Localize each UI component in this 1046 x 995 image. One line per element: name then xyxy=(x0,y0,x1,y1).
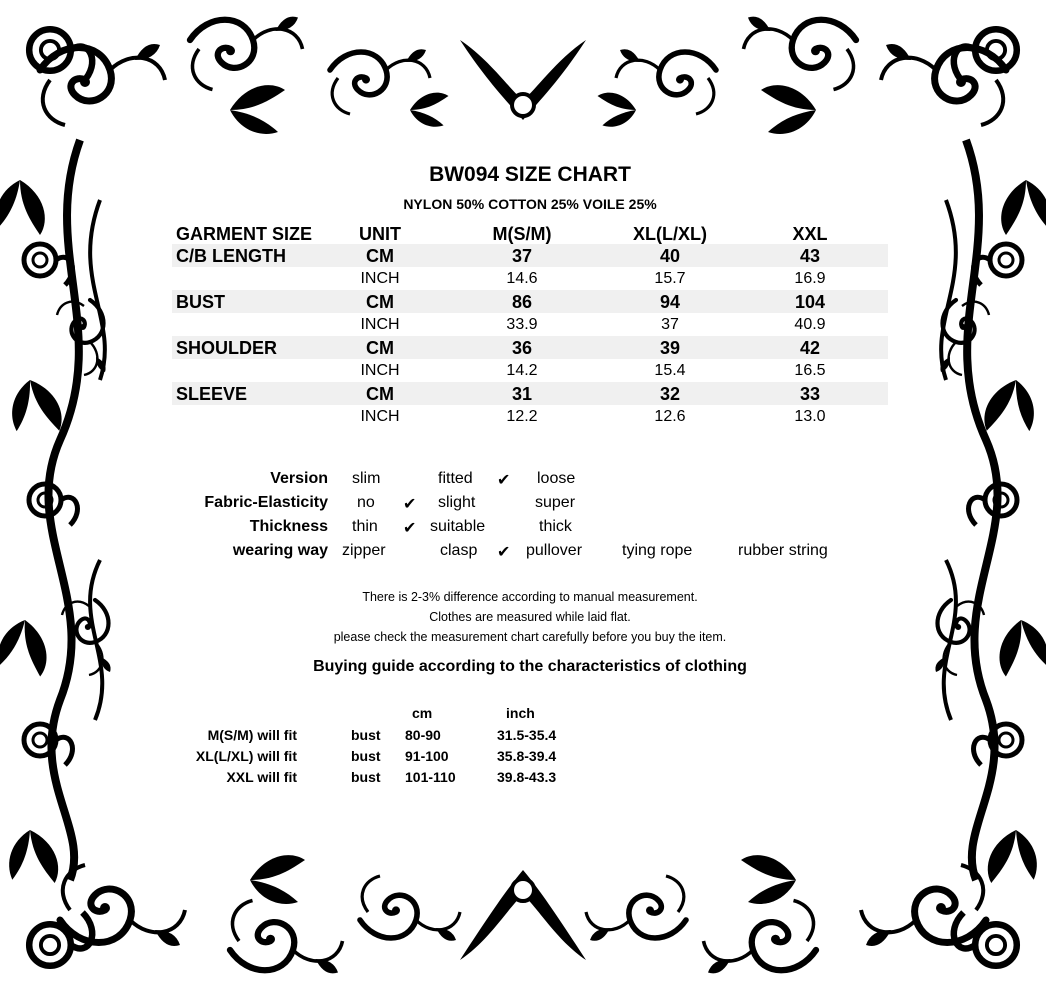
row-label: SLEEVE xyxy=(176,384,248,404)
attr-label-thickness: Thickness xyxy=(249,518,328,535)
attr-option: super xyxy=(535,494,576,511)
attr-option: zipper xyxy=(342,542,386,559)
attr-label-wearing-way: wearing way xyxy=(232,542,328,559)
cell-value: 33 xyxy=(799,384,821,404)
header-size-xxl: XXL xyxy=(792,224,828,244)
guide-cm: 101-110 xyxy=(405,769,456,785)
cell-value: 39 xyxy=(659,338,681,358)
guide-col-inch: inch xyxy=(506,705,535,721)
guide-fit: M(S/M) will fit xyxy=(207,727,297,743)
check-icon: ✔ xyxy=(497,544,511,561)
attr-option: fitted xyxy=(438,470,473,487)
cell-value: 42 xyxy=(799,338,821,358)
unit-inch: INCH xyxy=(360,362,400,379)
buying-guide-title: Buying guide according to the characteristics of clothing xyxy=(313,658,747,675)
attr-option: tying rope xyxy=(622,542,693,559)
cell-value: 14.6 xyxy=(506,270,538,287)
cell-value: 104 xyxy=(794,292,826,312)
note-line: Clothes are measured while laid flat. xyxy=(429,610,631,624)
check-icon: ✔ xyxy=(403,520,417,537)
guide-fit: XXL will fit xyxy=(226,769,297,785)
header-unit: UNIT xyxy=(359,224,401,244)
cell-value: 33.9 xyxy=(506,316,538,333)
guide-cm: 91-100 xyxy=(405,748,449,764)
row-label: C/B LENGTH xyxy=(176,246,286,266)
attr-label-version: Version xyxy=(270,470,328,487)
unit-cm: CM xyxy=(366,338,394,358)
cell-value: 16.9 xyxy=(794,270,826,287)
guide-inch: 31.5-35.4 xyxy=(497,727,557,743)
attr-option: pullover xyxy=(526,542,583,559)
unit-cm: CM xyxy=(366,384,394,404)
guide-inch: 35.8-39.4 xyxy=(497,748,557,764)
guide-fit: XL(L/XL) will fit xyxy=(195,748,297,764)
cell-value: 86 xyxy=(511,292,533,312)
header-size-xl: XL(L/XL) xyxy=(633,224,707,244)
unit-cm: CM xyxy=(366,246,394,266)
cell-value: 12.2 xyxy=(506,408,538,425)
unit-inch: INCH xyxy=(360,316,400,333)
cell-value: 36 xyxy=(511,338,533,358)
row-label: SHOULDER xyxy=(176,338,278,358)
check-icon: ✔ xyxy=(497,472,511,489)
cell-value: 12.6 xyxy=(654,408,686,425)
guide-part: bust xyxy=(351,769,381,785)
cell-value: 15.7 xyxy=(654,270,686,287)
row-label: BUST xyxy=(176,292,225,312)
cell-value: 16.5 xyxy=(794,362,826,379)
cell-value: 43 xyxy=(799,246,821,266)
attr-option: clasp xyxy=(440,542,478,559)
cell-value: 13.0 xyxy=(794,408,826,425)
guide-part: bust xyxy=(351,727,381,743)
unit-cm: CM xyxy=(366,292,394,312)
attr-option: rubber string xyxy=(738,542,828,559)
cell-value: 31 xyxy=(511,384,533,404)
chart-title: BW094 SIZE CHART xyxy=(429,163,631,186)
cell-value: 37 xyxy=(511,246,533,266)
guide-inch: 39.8-43.3 xyxy=(497,769,557,785)
check-icon: ✔ xyxy=(403,496,417,513)
attr-label-fabric-elasticity: Fabric-Elasticity xyxy=(204,494,328,511)
cell-value: 40.9 xyxy=(794,316,826,333)
header-garment-size: GARMENT SIZE xyxy=(176,224,313,244)
attr-option: thick xyxy=(539,518,572,535)
material-composition: NYLON 50% COTTON 25% VOILE 25% xyxy=(403,196,657,212)
note-line: There is 2-3% difference according to manual measurement. xyxy=(362,590,698,604)
guide-part: bust xyxy=(351,748,381,764)
cell-value: 15.4 xyxy=(654,362,686,379)
header-size-m: M(S/M) xyxy=(492,224,552,244)
cell-value: 37 xyxy=(661,316,679,333)
guide-col-cm: cm xyxy=(412,705,433,721)
attr-option: thin xyxy=(352,518,378,535)
attr-option: slight xyxy=(438,494,476,511)
cell-value: 14.2 xyxy=(506,362,538,379)
cell-value: 40 xyxy=(659,246,681,266)
cell-value: 94 xyxy=(659,292,681,312)
cell-value: 32 xyxy=(659,384,681,404)
note-line: please check the measurement chart carefully before you buy the item. xyxy=(333,630,727,644)
attr-option: slim xyxy=(352,470,381,487)
unit-inch: INCH xyxy=(360,270,400,287)
guide-cm: 80-90 xyxy=(405,727,441,743)
unit-inch: INCH xyxy=(360,408,400,425)
attr-option: suitable xyxy=(430,518,486,535)
attr-option: no xyxy=(357,494,375,511)
attr-option: loose xyxy=(537,470,576,487)
